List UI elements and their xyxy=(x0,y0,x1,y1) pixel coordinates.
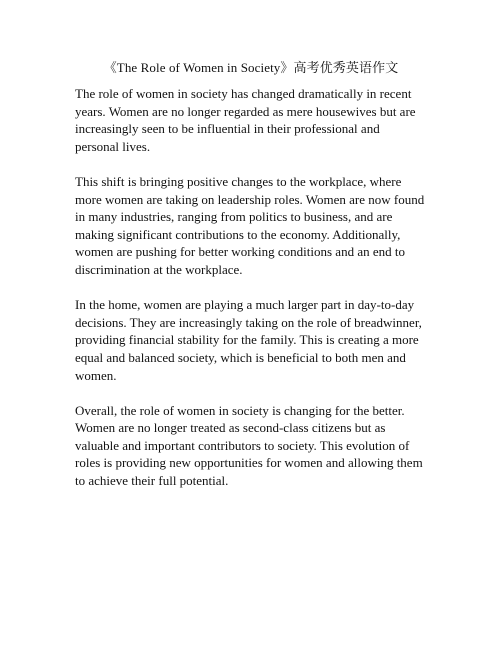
paragraph-line: This shift is bringing positive changes to the workplace, where xyxy=(75,173,402,189)
paragraph-3 xyxy=(75,296,437,384)
paragraph-line: women are pushing for better working conditions and an end to xyxy=(75,244,405,260)
paragraph-line: discrimination at the workplace. xyxy=(75,261,243,277)
paragraph-line: In the home, women are playing a much larger part in day-to-day xyxy=(75,297,415,313)
paragraph-line: to achieve their full potential. xyxy=(75,473,229,489)
paragraph-4 xyxy=(75,402,437,490)
paragraph-line: roles is providing new opportunities for women and allowing them xyxy=(75,455,423,471)
paragraph-line: decisions. They are increasingly taking on the role of breadwinner, xyxy=(75,314,422,330)
paragraph-line: making significant contributions to the economy. Additionally, xyxy=(75,226,401,242)
document-title: 《The Role of Women in Society》高考优秀英语作文 xyxy=(103,60,399,75)
document-body xyxy=(75,85,437,507)
paragraph-line: in many industries, ranging from politics to business, and are xyxy=(75,209,393,225)
paragraph-line: more women are taking on leadership roles. Women are now found xyxy=(75,191,425,207)
paragraph-1 xyxy=(75,85,437,155)
paragraph-line: equal and balanced society, which is beneficial to both men and xyxy=(75,349,406,365)
paragraph-line: The role of women in society has changed dramatically in recent xyxy=(75,86,412,101)
paragraph-line: women. xyxy=(75,367,117,383)
paragraph-2 xyxy=(75,173,437,279)
paragraph-line: increasingly seen to be influential in their professional and xyxy=(75,121,380,137)
paragraph-line: personal lives. xyxy=(75,138,151,154)
paragraph-line: years. Women are no longer regarded as mere housewives but are xyxy=(75,103,416,119)
paragraph-line: Overall, the role of women in society is changing for the better. xyxy=(75,402,405,418)
paragraph-line: Women are no longer treated as second-class citizens but as xyxy=(75,420,386,436)
paragraph-line: providing financial stability for the family. This is creating a more xyxy=(75,332,419,348)
paragraph-line: valuable and important contributors to society. This evolution of xyxy=(75,437,410,453)
